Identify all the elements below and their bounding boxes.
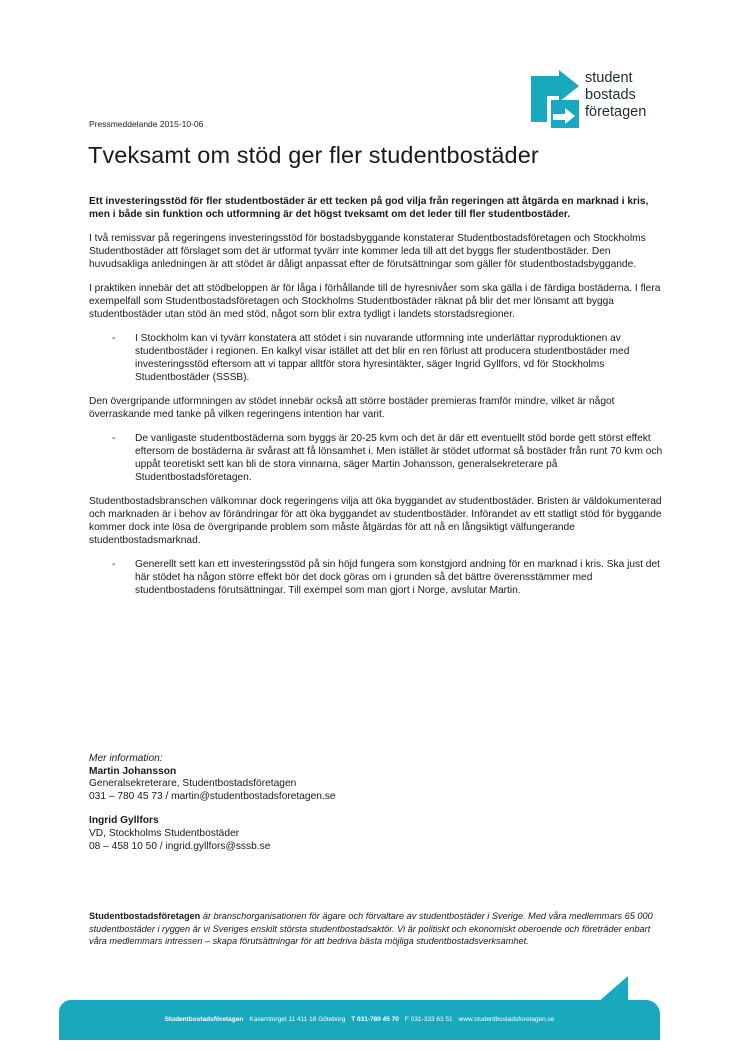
logo-wordmark [585, 70, 646, 121]
release-date: Pressmeddelande 2015-10-06 [89, 119, 204, 129]
dash-marker: - [112, 559, 116, 570]
paragraph: Den övergripande utformningen av stödet innebär också att större bostäder premieras framför mindre, vilket är något överraskande med tanke på vilken regeringens intention har varit. [89, 396, 615, 420]
dash-marker: - [112, 433, 116, 444]
quote-item [89, 332, 669, 384]
about-text: är branschorganisationen för ägare och förvaltare av studentbostäder i Sverige. Med våra medlemmars 65 000 studentbostäder i ryggen är vi Sveriges enskilt största studentbostadsaktör. Vi är politiskt och ekonomiskt oberoende och företräder enbart våra medlemmars intressen – skapa förutsättningar för att bedriva bästa möjliga studentbostadsverksamhet. [89, 911, 653, 947]
footer-address: Kaserntorget 11 411 18 Göteborg [249, 1016, 346, 1023]
logo-line-3: företagen [585, 104, 647, 120]
quote-text: Generellt sett kan ett investeringsstöd på sin höjd fungera som konstgjord andning för en marknad i kris. Ska just det här stödet ha någon större effekt bör det dock göras om i grunden så det bättre överensstämmer med studentbostadens förutsättningar. Till exempel som man gjort i Norge, avslutar Martin. [135, 559, 660, 596]
quote-item [89, 558, 669, 597]
article-body [89, 195, 669, 608]
footer-fax: F 031-333 63 51 [404, 1016, 453, 1023]
contact-role: VD, Stockholms Studentbostäder [89, 827, 240, 839]
footer-org: Studentbostadsföretagen [164, 1016, 244, 1023]
logo-line-1: student [585, 70, 633, 86]
contact-details[interactable]: 031 – 780 45 73 / martin@studentbostadsforetagen.se [89, 790, 336, 802]
logo [529, 70, 669, 128]
contact-details[interactable]: 08 – 458 10 50 / ingrid.gyllfors@sssb.se [89, 840, 271, 852]
quote-text: I Stockholm kan vi tyvärr konstatera att stödet i sin nuvarande utformning inte underlättar nyproduktionen av studentbostäder i regionen. En kalkyl visar istället att det blir en ren förlust att producera studentbostäder med investeringsstöd eftersom att vi tappar alltför stora hyresintäkter, säger Ingrid Gyllfors, vd för Stockholms Studentbostäder (SSSB). [135, 333, 630, 383]
dash-marker: - [112, 333, 116, 344]
logo-line-2: bostads [585, 87, 636, 103]
quote-text: De vanligaste studentbostäderna som byggs är 20-25 kvm och det är där ett eventuellt stöd borde gett störst effekt eftersom de bostäderna är svårast att få lönsamhet i. Men istället är stödet utformat så bostäder från runt 70 kvm och uppåt teoretiskt sett kan bli de stora vinnarna, säger Martin Johansson, generalsekreterare på Studentbostadsföretagen. [135, 433, 663, 483]
contact-label: Mer information: [89, 753, 163, 764]
footer-web-link[interactable]: www.studentbostadsforetagen.se [458, 1016, 555, 1023]
paragraph: I två remissvar på regeringens investeringsstöd för bostadsbyggande konstaterar Studentbostadsföretagen och Stockholms Studentbostäder att förslaget som det är utformat tyvärr inte kommer leda till att det byggs fler studentbostäder. Den huvudsakliga anledningen är att stödet är dåligt anpassat efter de förutsättningar som gäller för studentbostadsbyggande. [89, 233, 646, 270]
page-title: Tveksamt om stöd ger fler studentbostäder [88, 142, 539, 168]
about-organization [89, 910, 669, 948]
quote-item [89, 432, 669, 484]
footer-tab-shape [598, 976, 630, 1002]
lead-paragraph: Ett investeringsstöd för fler studentbostäder är ett tecken på god vilja från regeringen att åtgärda en marknad i kris, men i både sin funktion och utformning är det högst tveksamt om det leder till fler studentbostäder. [89, 196, 649, 220]
contact-name: Martin Johansson [89, 765, 177, 777]
paragraph: Studentbostadsbranschen välkomnar dock regeringens vilja att öka byggandet av studentbostäder. Bristen är väldokumenterad och marknaden är i behov av förändringar för att öka byggandet av studentbostäder. Införandet av ett statligt stöd för byggande kommer dock inte lösa de övergripande problem som måste åtgärdas för att nå en långsiktigt välfungerande studentbostadsmarknad. [89, 496, 662, 546]
logo-arrow-icon [529, 70, 585, 128]
about-org-name: Studentbostadsföretagen [89, 911, 201, 921]
contact-info [89, 753, 649, 853]
paragraph: I praktiken innebär det att stödbeloppen är för låga i förhållande till de hyresnivåer som ska gälla i de färdiga bostäderna. I flera exempelfall som Studentbostadsföretagen och Stockholms Studentbostäder räknat på blir det mer lönsamt att bygga studentbostäder utan stöd än med stöd, något som blir extra tydligt i landets storstadsregioner. [89, 283, 661, 320]
contact-role: Generalsekreterare, Studentbostadsföretagen [89, 778, 297, 790]
footer-phone: T 031-780 45 70 [351, 1016, 399, 1023]
footer-text [59, 1016, 660, 1023]
footer-bar [59, 1000, 660, 1040]
contact-name: Ingrid Gyllfors [89, 815, 159, 827]
